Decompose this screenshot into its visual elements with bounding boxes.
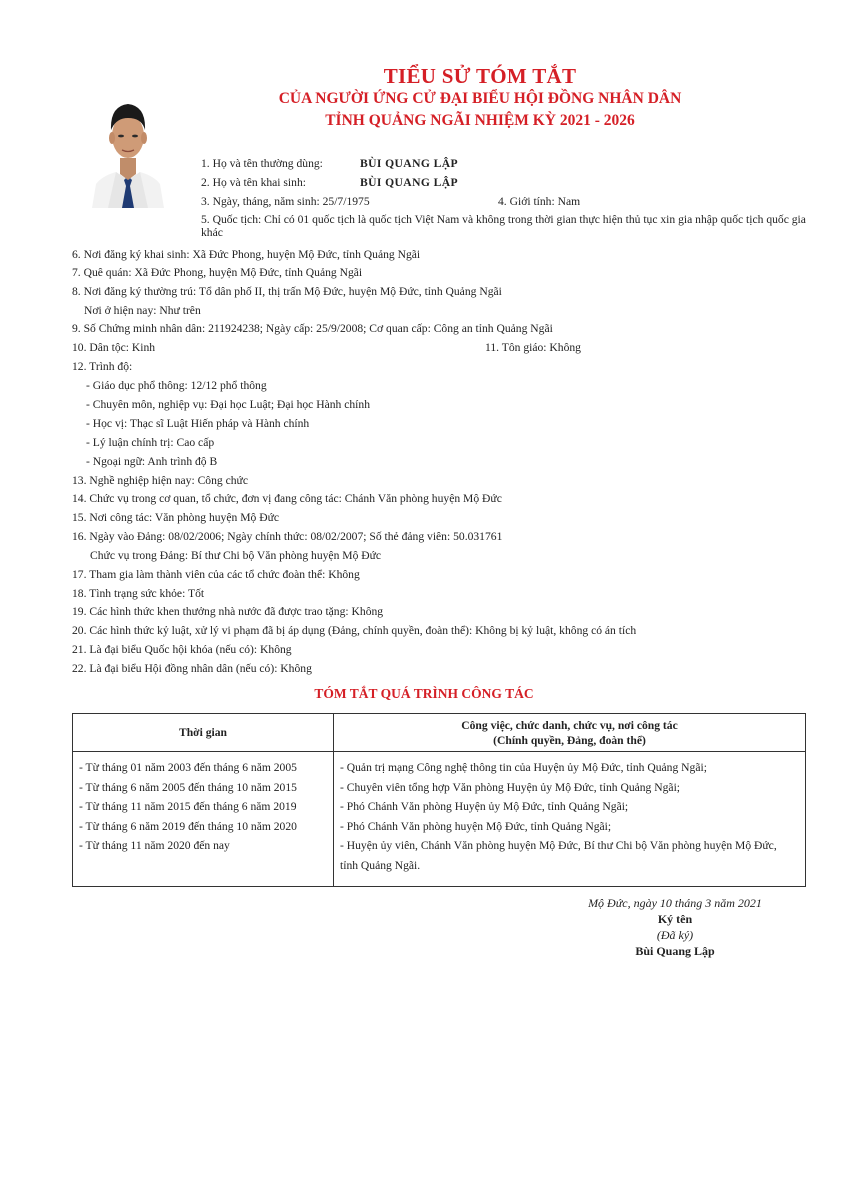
period-item: - Từ tháng 6 năm 2019 đến tháng 10 năm 2020 <box>79 819 297 833</box>
signature-signed-note: (Đã ký) <box>656 928 694 942</box>
field-party-membership: 16. Ngày vào Đảng: 08/02/2006; Ngày chính thức: 08/02/2007; Số thẻ đảng viên: 50.031761 <box>72 530 503 543</box>
field-common-name-label: 1. Họ và tên thường dùng: <box>201 157 323 170</box>
field-health: 18. Tình trạng sức khỏe: Tốt <box>72 587 205 600</box>
field-ethnicity: 10. Dân tộc: Kinh <box>72 341 156 354</box>
field-occupation: 13. Nghề nghiệp hiện nay: Công chức <box>72 474 248 487</box>
field-party-position: Chức vụ trong Đảng: Bí thư Chi bộ Văn phòng huyện Mộ Đức <box>90 549 382 562</box>
position-cell <box>334 752 806 887</box>
field-national-assembly: 21. Là đại biểu Quốc hội khóa (nếu có): Không <box>72 643 292 656</box>
position-item: - Phó Chánh Văn phòng Huyện ủy Mộ Đức, tỉnh Quảng Ngãi; <box>340 800 629 814</box>
field-discipline: 20. Các hình thức kỷ luật, xử lý vi phạm đã bị áp dụng (Đảng, chính quyền, đoàn thể): Không bị kỷ luật, không có án tích <box>72 624 637 637</box>
field-birth-name-value: BÙI QUANG LẬP <box>360 176 458 189</box>
field-gender: 4. Giới tính: Nam <box>498 195 581 208</box>
signature-label: Ký tên <box>657 912 693 926</box>
column-header-period: Thời gian <box>73 714 334 752</box>
position-item: - Huyện ủy viên, Chánh Văn phòng huyện Mộ Đức, Bí thư Chi bộ Văn phòng huyện Mộ Đức, tỉnh Quảng Ngãi. <box>340 839 777 872</box>
field-workplace: 15. Nơi công tác: Văn phòng huyện Mộ Đức <box>72 511 280 524</box>
period-item: - Từ tháng 6 năm 2005 đến tháng 10 năm 2015 <box>79 780 297 794</box>
work-history-title: TÓM TẮT QUÁ TRÌNH CÔNG TÁC <box>314 686 534 701</box>
signature-place-date: Mộ Đức, ngày 10 tháng 3 năm 2021 <box>588 896 762 910</box>
field-religion: 11. Tôn giáo: Không <box>485 341 581 354</box>
portrait-image <box>86 80 170 208</box>
position-item: - Phó Chánh Văn phòng huyện Mộ Đức, tỉnh Quảng Ngãi; <box>340 819 612 833</box>
document-title: TIỂU SỬ TÓM TẮT <box>383 64 577 88</box>
field-birth-name-label: 2. Họ và tên khai sinh: <box>201 176 306 189</box>
work-history-table <box>72 713 806 887</box>
document-subtitle-term: TỈNH QUẢNG NGÃI NHIỆM KỲ 2021 - 2026 <box>325 112 635 129</box>
field-common-name-value: BÙI QUANG LẬP <box>360 157 458 170</box>
position-item: - Quản trị mạng Công nghệ thông tin của Huyện ủy Mộ Đức, tỉnh Quảng Ngãi; <box>340 761 707 774</box>
field-current-position: 14. Chức vụ trong cơ quan, tổ chức, đơn vị đang công tác: Chánh Văn phòng huyện Mộ Đức <box>72 492 502 505</box>
column-header-position-line1: Công việc, chức danh, chức vụ, nơi công tác <box>461 718 678 732</box>
field-peoples-council: 22. Là đại biểu Hội đồng nhân dân (nếu có): Không <box>72 662 312 675</box>
field-birth-registration: 6. Nơi đăng ký khai sinh: Xã Đức Phong, huyện Mộ Đức, tỉnh Quảng Ngãi <box>72 248 421 261</box>
document-header <box>180 64 780 132</box>
field-academic-degree: - Học vị: Thạc sĩ Luật Hiến pháp và Hành chính <box>86 417 310 430</box>
signer-name: Bùi Quang Lập <box>635 944 715 958</box>
field-nationality: 5. Quốc tịch: Chỉ có 01 quốc tịch là quốc tịch Việt Nam và không trong thời gian thực hiện thủ tục xin gia nhập quốc tịch quốc gia khác <box>201 213 806 239</box>
candidate-portrait <box>86 80 170 208</box>
field-permanent-residence: 8. Nơi đăng ký thường trú: Tổ dân phố II, thị trấn Mộ Đức, huyện Mộ Đức, tỉnh Quảng Ngãi <box>72 285 502 298</box>
period-cell <box>73 752 334 887</box>
period-item: - Từ tháng 11 năm 2020 đến nay <box>79 839 230 853</box>
period-item: - Từ tháng 01 năm 2003 đến tháng 6 năm 2005 <box>79 761 297 774</box>
signature-block <box>560 895 790 959</box>
table-row <box>73 752 806 887</box>
field-professional-qualification: - Chuyên môn, nghiệp vụ: Đại học Luật; Đại học Hành chính <box>86 398 370 411</box>
field-id-card: 9. Số Chứng minh nhân dân: 211924238; Ngày cấp: 25/9/2008; Cơ quan cấp: Công an tỉnh Quảng Ngãi <box>72 322 553 335</box>
position-item: - Chuyên viên tổng hợp Văn phòng Huyện ủy Mộ Đức, tỉnh Quảng Ngãi; <box>340 780 681 794</box>
column-header-position-line2: (Chính quyền, Đảng, đoàn thể) <box>493 733 646 747</box>
table-header-row <box>73 714 806 752</box>
field-general-education: - Giáo dục phổ thông: 12/12 phổ thông <box>86 379 267 392</box>
field-education-heading: 12. Trình độ: <box>72 360 133 373</box>
column-header-position <box>334 714 806 752</box>
field-awards: 19. Các hình thức khen thưởng nhà nước đã được trao tặng: Không <box>72 605 384 618</box>
document-subtitle: CỦA NGƯỜI ỨNG CỬ ĐẠI BIỂU HỘI ĐỒNG NHÂN DÂN <box>278 90 682 107</box>
period-item: - Từ tháng 11 năm 2015 đến tháng 6 năm 2019 <box>79 800 297 814</box>
field-foreign-language: - Ngoại ngữ: Anh trình độ B <box>86 455 218 468</box>
field-organizations: 17. Tham gia làm thành viên của các tổ chức đoàn thể: Không <box>72 568 360 581</box>
field-political-theory: - Lý luận chính trị: Cao cấp <box>86 436 215 449</box>
field-hometown: 7. Quê quán: Xã Đức Phong, huyện Mộ Đức, tỉnh Quảng Ngãi <box>72 266 363 279</box>
field-current-residence: Nơi ở hiện nay: Như trên <box>84 304 201 317</box>
field-date-of-birth: 3. Ngày, tháng, năm sinh: 25/7/1975 <box>201 195 370 208</box>
